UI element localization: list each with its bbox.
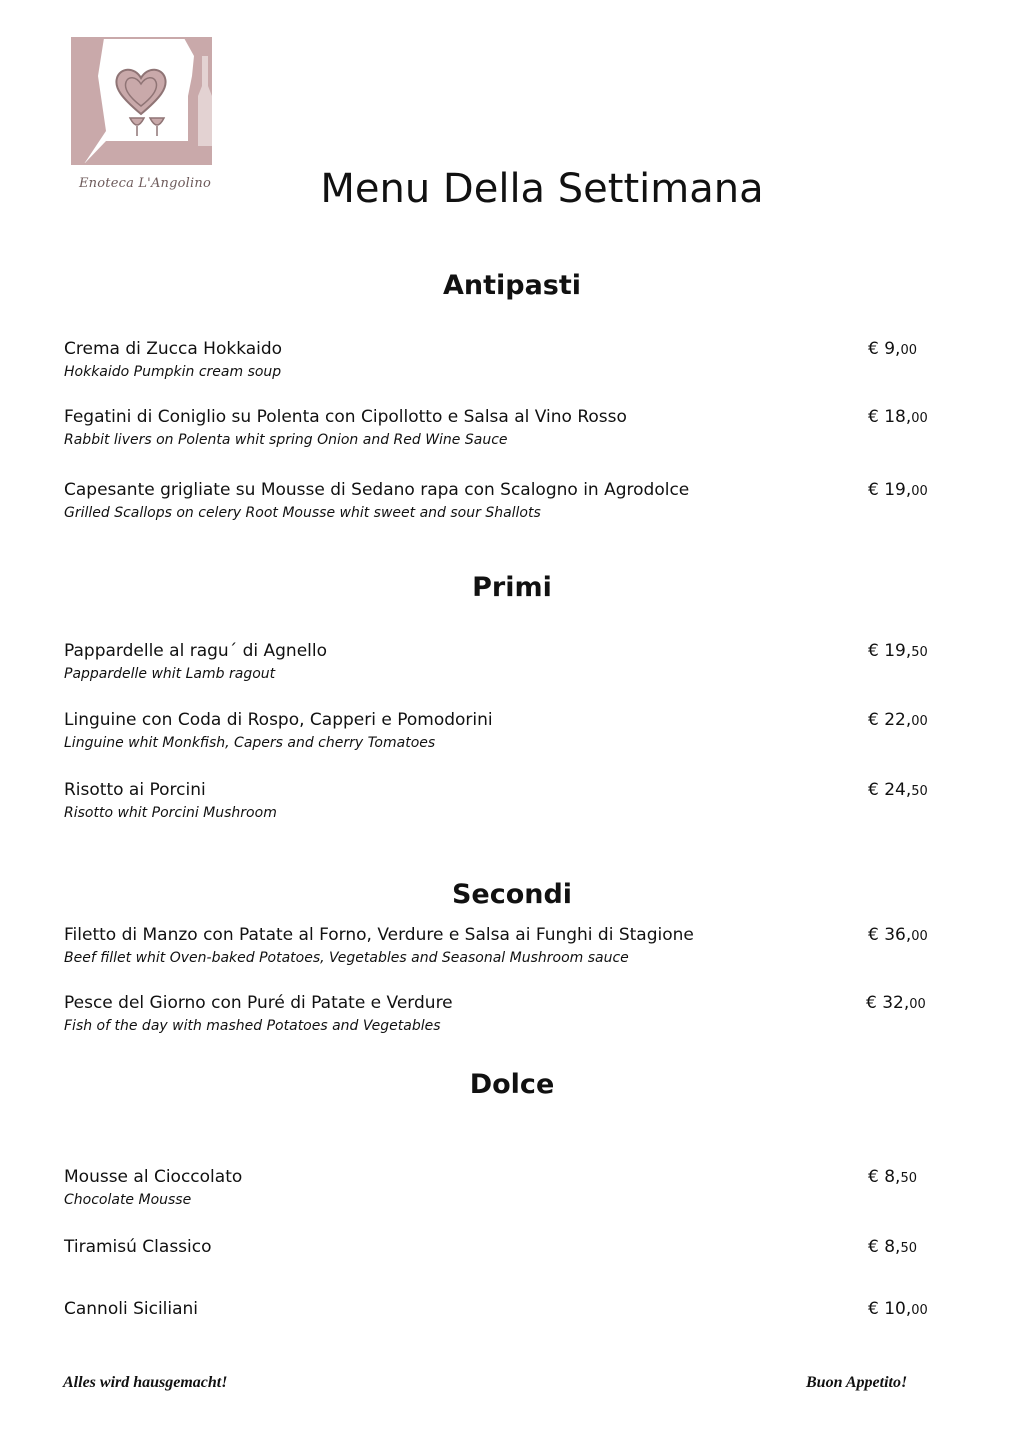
item-name: Cannoli Siciliani — [64, 1299, 199, 1319]
item-description: Chocolate Mousse — [64, 1192, 192, 1208]
footer-left-note: Alles wird hausgemacht! — [63, 1374, 228, 1391]
price-cents: 00 — [911, 929, 928, 944]
price-main: € 8, — [868, 1237, 901, 1257]
price-cents: 50 — [911, 784, 928, 799]
price-cents: 00 — [911, 714, 928, 729]
item-price — [868, 406, 928, 430]
menu-item — [64, 479, 944, 523]
item-description: Linguine whit Monkfish, Capers and cherry Tomatoes — [64, 735, 436, 751]
price-cents: 50 — [900, 1171, 917, 1186]
price-main: € 32, — [866, 993, 910, 1013]
menu-item — [64, 406, 944, 450]
item-name: Mousse al Cioccolato — [64, 1167, 243, 1187]
item-price — [868, 479, 928, 503]
price-main: € 36, — [868, 925, 912, 945]
price-main: € 19, — [868, 641, 912, 661]
price-cents: 00 — [911, 1303, 928, 1318]
menu-item — [64, 1236, 944, 1258]
item-name: Risotto ai Porcini — [64, 780, 206, 800]
item-price — [868, 1298, 928, 1322]
price-cents: 50 — [900, 1241, 917, 1256]
price-main: € 18, — [868, 407, 912, 427]
item-price — [868, 338, 917, 362]
menu-item — [64, 779, 944, 823]
footer-right-note: Buon Appetito! — [806, 1374, 908, 1391]
item-name: Filetto di Manzo con Patate al Forno, Verdure e Salsa ai Funghi di Stagione — [64, 925, 694, 945]
item-description: Hokkaido Pumpkin cream soup — [64, 364, 282, 380]
price-cents: 00 — [900, 343, 917, 358]
price-cents: 00 — [911, 484, 928, 499]
item-price — [868, 1236, 917, 1260]
item-name: Crema di Zucca Hokkaido — [64, 339, 283, 359]
item-price — [868, 640, 928, 664]
item-name: Tiramisú Classico — [64, 1237, 212, 1257]
menu-item — [64, 640, 944, 684]
logo-text: Enoteca L'Angolino — [78, 176, 211, 191]
price-main: € 8, — [868, 1167, 901, 1187]
section-title-secondi: Secondi — [451, 879, 573, 910]
price-cents: 00 — [909, 997, 926, 1012]
item-name: Capesante grigliate su Mousse di Sedano rapa con Scalogno in Agrodolce — [64, 480, 690, 500]
menu-item — [64, 924, 944, 968]
item-price — [868, 709, 928, 733]
price-main: € 24, — [868, 780, 912, 800]
menu-item — [64, 338, 944, 382]
price-main: € 9, — [868, 339, 901, 359]
page-title: Menu Della Settimana — [320, 166, 764, 212]
section-title-antipasti: Antipasti — [442, 270, 582, 301]
item-price — [868, 924, 928, 948]
item-description: Pappardelle whit Lamb ragout — [64, 666, 276, 682]
item-price — [866, 992, 926, 1016]
item-price — [868, 1166, 917, 1190]
price-main: € 22, — [868, 710, 912, 730]
item-name: Pappardelle al ragu´ di Agnello — [64, 641, 327, 661]
price-cents: 50 — [911, 645, 928, 660]
section-title-primi: Primi — [472, 572, 552, 603]
item-name: Linguine con Coda di Rospo, Capperi e Pomodorini — [64, 710, 493, 730]
price-main: € 19, — [868, 480, 912, 500]
menu-item — [64, 1298, 944, 1320]
item-name: Pesce del Giorno con Puré di Patate e Verdure — [64, 993, 453, 1013]
item-price — [868, 779, 928, 803]
price-main: € 10, — [868, 1299, 912, 1319]
logo-graphic — [62, 36, 212, 171]
item-description: Fish of the day with mashed Potatoes and Vegetables — [64, 1018, 441, 1034]
item-description: Grilled Scallops on celery Root Mousse whit sweet and sour Shallots — [64, 505, 541, 521]
item-description: Beef fillet whit Oven-baked Potatoes, Vegetables and Seasonal Mushroom sauce — [64, 950, 629, 966]
menu-item — [64, 992, 944, 1036]
menu-item — [64, 709, 944, 753]
price-cents: 00 — [911, 411, 928, 426]
item-name: Fegatini di Coniglio su Polenta con Cipollotto e Salsa al Vino Rosso — [64, 407, 627, 427]
item-description: Risotto whit Porcini Mushroom — [64, 805, 277, 821]
item-description: Rabbit livers on Polenta whit spring Onion and Red Wine Sauce — [64, 432, 508, 448]
menu-item — [64, 1166, 944, 1210]
section-title-dolce: Dolce — [469, 1069, 555, 1100]
